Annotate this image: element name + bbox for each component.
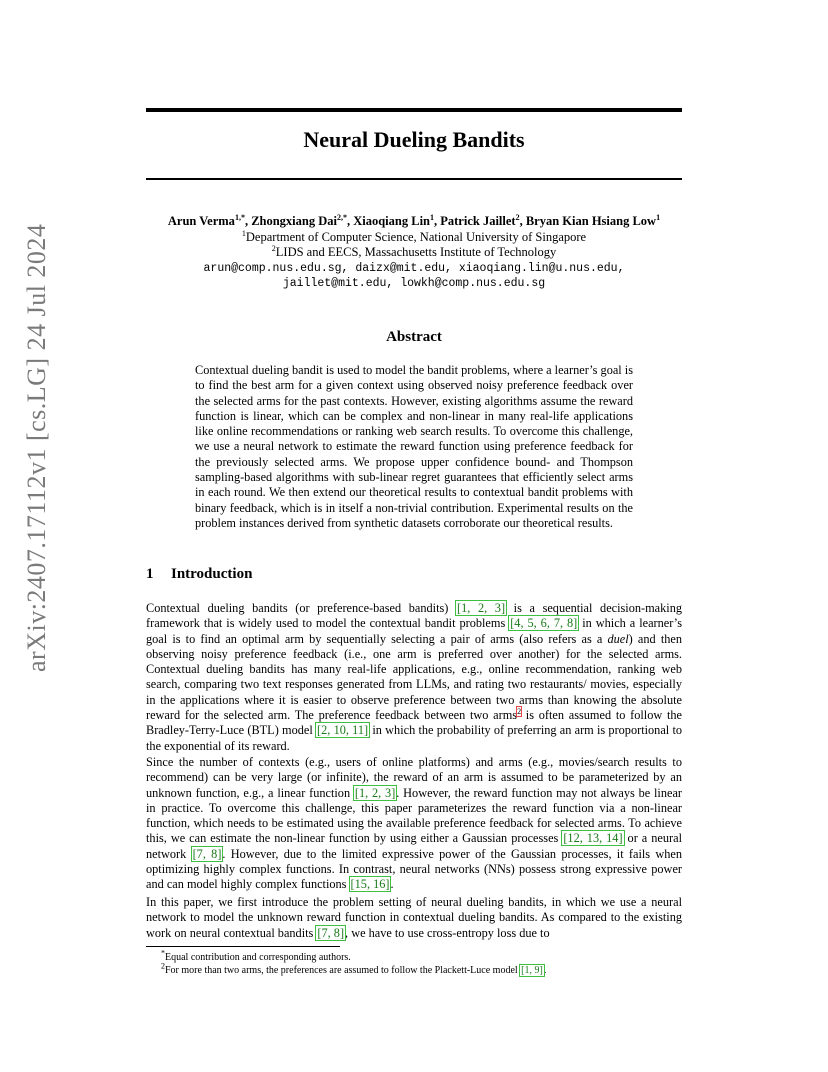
text-run: is a sequential decision-making framework that is widely used to model the contextual bandit problems xyxy=(146,601,682,631)
text-run: Contextual dueling bandits (or preference-based bandits) xyxy=(146,601,457,615)
affiliation-text: LIDS and EECS, Massachusetts Institute of Technology xyxy=(275,245,557,259)
footnote xyxy=(146,948,682,964)
arxiv-watermark: arXiv:2407.17112v1 [cs.LG] 24 Jul 2024 xyxy=(22,223,51,672)
author-sup: 1 xyxy=(430,212,434,222)
section-title: Introduction xyxy=(171,566,253,582)
paper-title: Neural Dueling Bandits xyxy=(303,127,525,152)
citation-link[interactable]: [15, 16] xyxy=(350,877,390,892)
paragraph xyxy=(146,895,682,941)
author-sup: 2,* xyxy=(336,212,347,222)
title-top-rule xyxy=(146,108,682,112)
footnote-mark: * xyxy=(161,948,165,958)
section-heading xyxy=(146,566,252,583)
footnote xyxy=(146,961,682,977)
citation-link[interactable]: [1, 9] xyxy=(521,965,543,976)
text-run: . However, due to the limited expressive power of the Gaussian processes, it fails when optimizing highly complex functions. In contrast, neural networks (NNs) possess strong expressive power and can model highly complex functions xyxy=(146,846,682,892)
footnote-text: . xyxy=(543,965,547,976)
citation-link[interactable]: [1, 2, 3] xyxy=(457,601,506,615)
text-run: ) and then observing noisy preference feedback (i.e., one arm is preferred over another) for the selected arms. Contextual dueling bandits has many real-life applications, e.g., online recommendation, ranking web search, comparing two text responses generated from LLMs, and rating two restaurants/ movies, especially in the applications where it is easier to observe preference between two arms than knowing the absolute reward for the selected arm. The preference feedback between two arms xyxy=(146,631,682,723)
text-run: . xyxy=(390,877,394,892)
abstract-heading: Abstract xyxy=(386,329,442,345)
author-name: Patrick Jaillet xyxy=(440,214,516,228)
footnote-rule xyxy=(146,946,340,947)
footnote-text: Equal contribution and corresponding authors. xyxy=(165,952,351,963)
text-run: Since the number of contexts (e.g., users of online platforms) and arms (e.g., movies/search results to recommend) can be very large (or infinite), the reward of an arm is assumed to be parameterized by an unknown function, e.g., a linear function xyxy=(146,755,682,800)
emails-line: arun@comp.nus.edu.sg, daizx@mit.edu, xiaoqiang.lin@u.nus.edu, xyxy=(203,261,625,275)
author-block xyxy=(100,214,728,292)
author-list: Arun Verma$^{1,*}$, Zhongxiang Dai$^{2,*}$, Xiaoqiang Lin$^1$, Patrick Jaillet$^2$, Bryan Kian Hsiang Low$^1$ xyxy=(167,212,661,228)
abstract-text: Contextual dueling bandit is used to model the bandit problems, where a learner’s goal is to find the best arm for a given context using observed noisy preference feedback over the selected arms for the past contexts. However, existing algorithms assume the reward function is linear, which can be complex and non-linear in many real-life applications like online recommendations or ranking web search results. To overcome this challenge, we use a neural network to estimate the reward function using preference feedback for the previously selected arms. We propose upper confidence bound- and Thompson sampling-based algorithms with sub-linear regret guarantees that efficiently select arms in each round. We then extend our theoretical results to contextual bandit problems with binary feedback, which is in itself a non-trivial contribution. Experimental results on the problem instances derived from synthetic datasets corroborate our theoretical results. xyxy=(195,363,633,530)
affiliation-text: Department of Computer Science, National University of Singapore xyxy=(245,229,587,244)
title-bottom-rule xyxy=(146,178,682,180)
text-run: in which a learner’s goal is to find an optimal arm by sequentially selecting a pair of arms (also refers as a xyxy=(146,616,682,646)
citation-link[interactable]: [7, 8] xyxy=(317,925,345,940)
emphasis-duel: duel xyxy=(607,631,629,646)
affiliation xyxy=(100,245,728,261)
paragraph xyxy=(146,755,682,893)
citation-link[interactable]: [7, 8] xyxy=(192,846,222,861)
author-sup: 1,* xyxy=(234,212,245,222)
paragraph xyxy=(146,601,682,754)
citation-link[interactable]: [4, 5, 6, 7, 8] xyxy=(510,616,578,631)
text-run: in which the probability of preferring an arm is proportional to the exponential of its reward. xyxy=(146,723,683,753)
author-sup: 2 xyxy=(515,212,520,222)
author-sup: 1 xyxy=(656,212,661,222)
footnotes xyxy=(146,948,682,977)
author-name: Xiaoqiang Lin xyxy=(353,214,430,228)
author-name: Bryan Kian Hsiang Low xyxy=(525,214,657,228)
footnote-mark: 2 xyxy=(161,961,165,971)
text-run: , we have to use cross-entropy loss due to xyxy=(345,925,550,940)
section-number: 1 xyxy=(146,566,154,582)
citation-link[interactable]: [1, 2, 3] xyxy=(354,785,396,800)
affiliation-sup: 2 xyxy=(271,243,276,253)
text-run: is often assumed to follow the Bradley-Terry-Luce (BTL) model xyxy=(146,708,682,738)
citation-link[interactable]: [2, 10, 11] xyxy=(317,723,369,738)
footnote-text: For more than two arms, the preferences are assumed to follow the Plackett-Luce model xyxy=(165,965,521,976)
text-run: . However, the reward function may not always be linear in practice. To overcome this challenge, this paper parameterizes the reward function via a non-linear function, which needs to be estimated using the available preference feedback for selected arms. To achieve this, we can estimate the non-linear function by using either a Gaussian processes xyxy=(146,785,682,846)
affiliation-sup: 1 xyxy=(241,228,246,238)
footnote-ref-link[interactable]: 2 xyxy=(517,706,522,716)
author-name: Arun Verma xyxy=(167,214,235,228)
citation-link[interactable]: [12, 13, 14] xyxy=(563,831,623,846)
author-name: Zhongxiang Dai xyxy=(251,214,337,228)
text-run: In this paper, we first introduce the problem setting of neural dueling bandits, in which we use a neural network to model the unknown reward function in contextual dueling bandits. As compared to the existing work on neural contextual bandits xyxy=(146,895,682,940)
text-run: or a neural network xyxy=(146,831,682,861)
affiliation xyxy=(100,230,728,246)
emails-line: jaillet@mit.edu, lowkh@comp.nus.edu.sg xyxy=(282,277,546,290)
